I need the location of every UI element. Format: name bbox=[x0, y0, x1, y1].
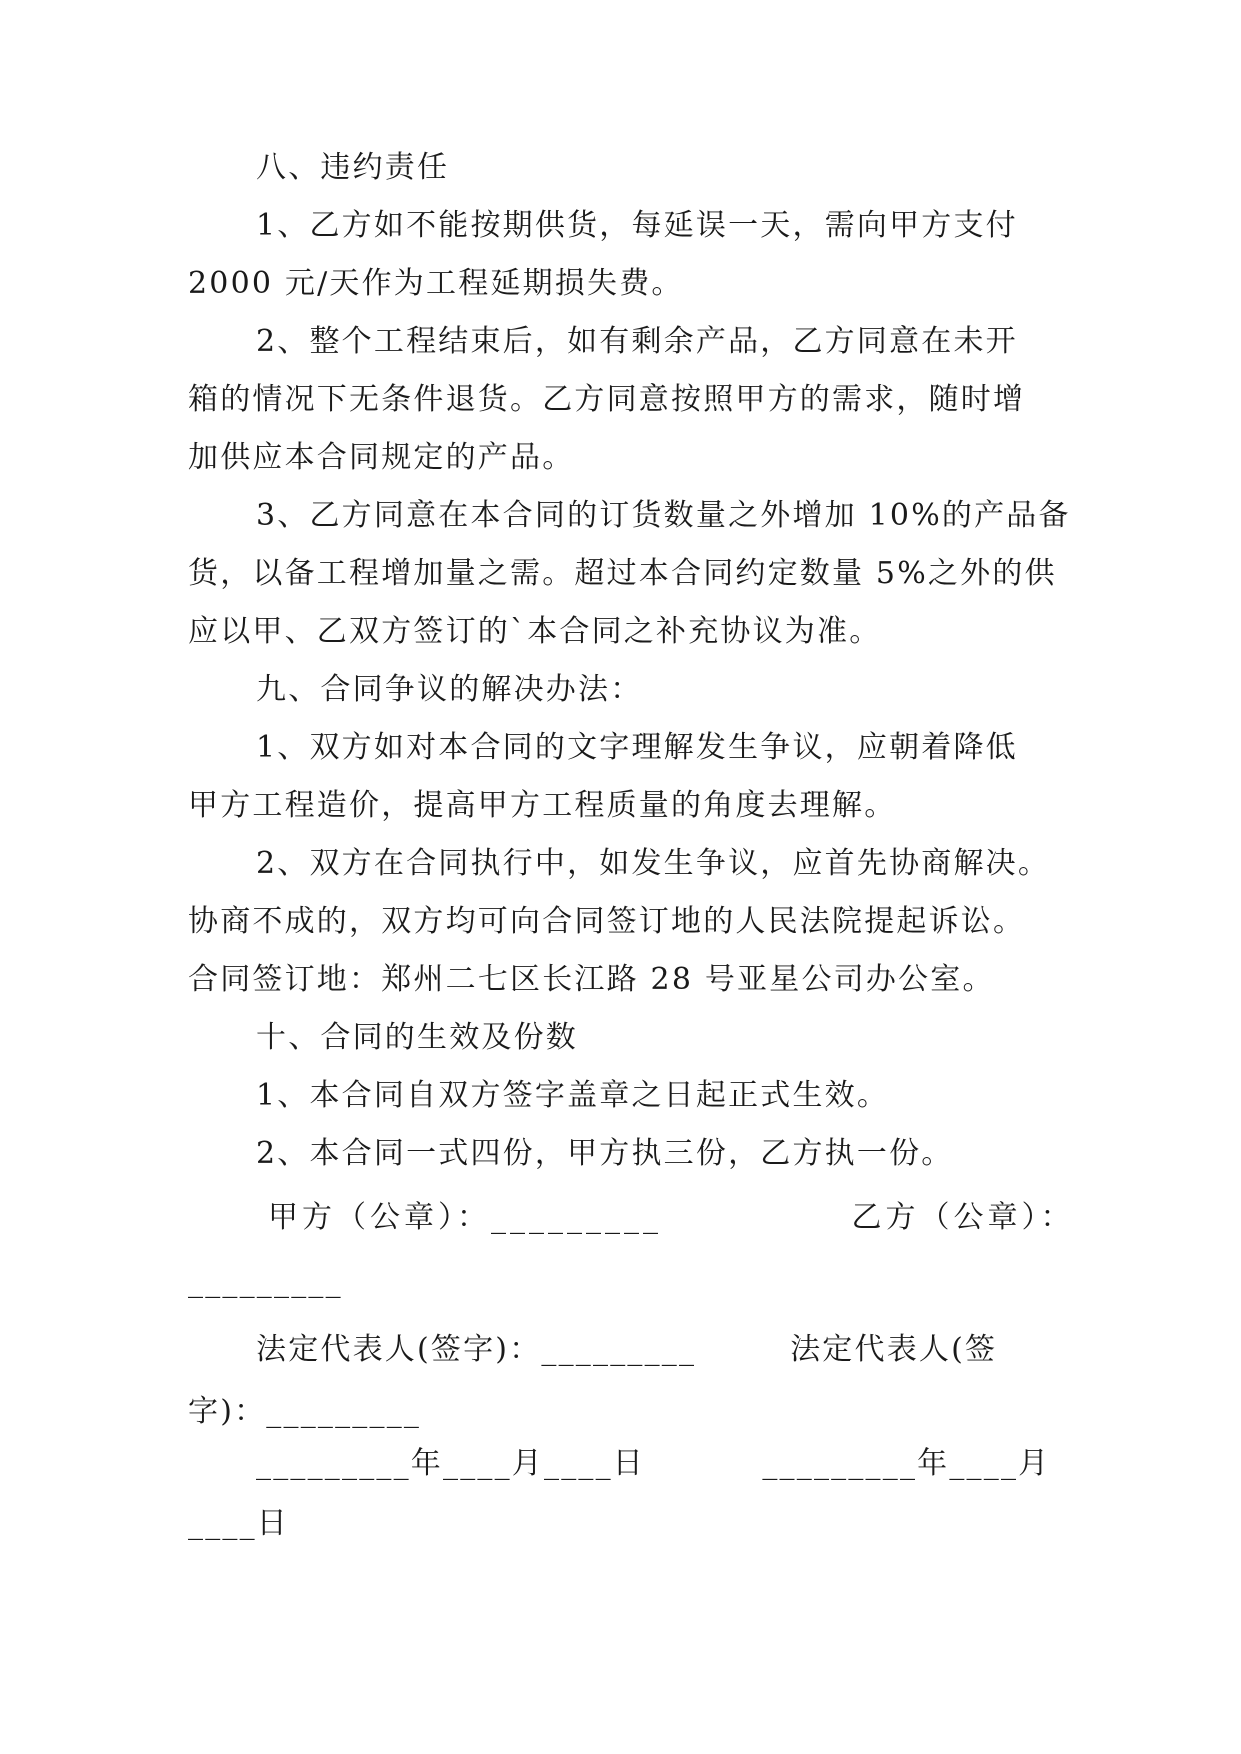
clause-8-2-line-2: 箱的情况下无条件退货。乙方同意按照甲方的需求，随时增 bbox=[188, 382, 1026, 417]
representative-line: 法定代表人(签字)：_________ 法定代表人(签 bbox=[256, 1332, 998, 1367]
party-b-seal-blank: _________ bbox=[188, 1264, 343, 1299]
clause-8-1-line-2: 2000 元/天作为工程延期损失费。 bbox=[188, 266, 684, 301]
party-seal-line: 甲方（公章）：_________ 乙方（公章）： bbox=[268, 1200, 1075, 1235]
section-8-heading: 八、违约责任 bbox=[256, 150, 450, 185]
clause-8-3-line-3: 应以甲、乙双方签订的`本合同之补充协议为准。 bbox=[188, 614, 882, 649]
clause-8-3-line-1: 3、乙方同意在本合同的订货数量之外增加 10%的产品备 bbox=[256, 498, 1071, 533]
section-10-heading: 十、合同的生效及份数 bbox=[256, 1020, 578, 1055]
clause-8-2-line-3: 加供应本合同规定的产品。 bbox=[188, 440, 575, 475]
representative-blank: 字)：_________ bbox=[188, 1394, 422, 1429]
clause-8-2-line-1: 2、整个工程结束后，如有剩余产品，乙方同意在未开 bbox=[256, 324, 1018, 359]
clause-10-2: 2、本合同一式四份，甲方执三份，乙方执一份。 bbox=[256, 1136, 954, 1171]
date-line-continued: ____日 bbox=[188, 1506, 289, 1541]
clause-10-1: 1、本合同自双方签字盖章之日起正式生效。 bbox=[256, 1078, 890, 1113]
clause-9-1-line-2: 甲方工程造价，提高甲方工程质量的角度去理解。 bbox=[188, 788, 897, 823]
clause-9-1-line-1: 1、双方如对本合同的文字理解发生争议，应朝着降低 bbox=[256, 730, 1018, 765]
clause-9-2-line-2: 协商不成的，双方均可向合同签订地的人民法院提起诉讼。 bbox=[188, 904, 1026, 939]
clause-8-3-line-2: 货，以备工程增加量之需。超过本合同约定数量 5%之外的供 bbox=[188, 556, 1057, 591]
clause-9-2-line-1: 2、双方在合同执行中，如发生争议，应首先协商解决。 bbox=[256, 846, 1051, 881]
section-9-heading: 九、合同争议的解决办法： bbox=[256, 672, 643, 707]
date-line: _________年____月____日 _________年____月 bbox=[256, 1446, 1051, 1481]
clause-8-1-line-1: 1、乙方如不能按期供货，每延误一天，需向甲方支付 bbox=[256, 208, 1018, 243]
clause-9-2-line-3: 合同签订地：郑州二七区长江路 28 号亚星公司办公室。 bbox=[188, 962, 995, 997]
